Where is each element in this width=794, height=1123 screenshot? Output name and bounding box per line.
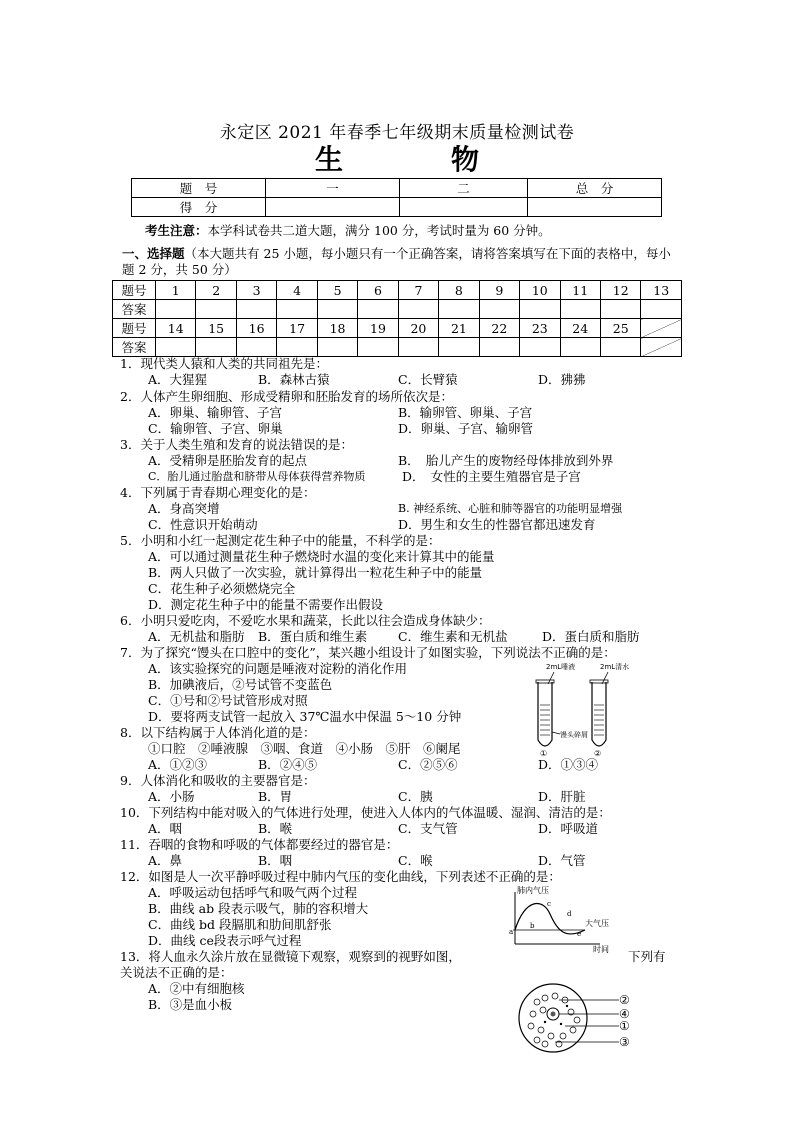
q7-opt-b: B．加碘液后，②号试管不变蓝色: [148, 677, 333, 692]
answer-qnum: 11: [560, 281, 600, 300]
answer-cell[interactable]: [236, 300, 276, 319]
pt-e: e: [577, 930, 582, 938]
tube-1: [538, 682, 552, 746]
answer-cell[interactable]: [358, 338, 398, 357]
q8-opt-a: A．①②③: [148, 757, 208, 772]
answer-qlabel: 题号: [113, 319, 156, 338]
answer-cell[interactable]: [479, 300, 519, 319]
answer-cell[interactable]: [156, 338, 196, 357]
q5-opt-b: B．两人只做了一次实验，就计算得出一粒花生种子中的能量: [148, 565, 483, 580]
answer-cell[interactable]: [560, 300, 600, 319]
answer-cell[interactable]: [196, 338, 236, 357]
score-header-1: 一: [266, 179, 400, 198]
section-heading: [122, 246, 682, 278]
answer-qnum: 18: [317, 319, 357, 338]
q13-opt-a: A．②中有细胞核: [148, 981, 245, 996]
answer-qnum: 17: [277, 319, 317, 338]
pt-d: d: [567, 910, 572, 918]
q1-opt-d: D．狒狒: [538, 372, 586, 387]
q13-stem-cont: 下列有: [628, 949, 666, 964]
q6-opt-d: D．蛋白质和脂肪: [542, 629, 640, 644]
score-header-qnum: 题 号: [132, 179, 266, 198]
answer-cell[interactable]: [236, 338, 276, 357]
answer-cell[interactable]: [520, 300, 560, 319]
q1-opt-a: A．大猩猩: [148, 372, 208, 387]
answer-cell[interactable]: [358, 300, 398, 319]
bread-label: 馒头碎屑: [560, 731, 588, 739]
answer-alabel: 答案: [113, 300, 156, 319]
subject-title: 生 物: [314, 143, 519, 176]
q1-opt-b: B．森林古猿: [258, 372, 330, 387]
answer-table: [112, 280, 682, 357]
q2-opt-b: B．输卵管、卵巢、子宫: [398, 405, 533, 420]
tube1-number: ①: [540, 749, 548, 758]
q12-stem: 12．如图是人一次平静呼吸过程中肺内气压的变化曲线，下列表述不正确的是：: [120, 869, 561, 884]
answer-cell[interactable]: [641, 300, 682, 319]
score-row-label: 得 分: [132, 198, 266, 217]
note-label: 考生注意：: [145, 223, 208, 238]
answer-qnum: 9: [479, 281, 519, 300]
q5-stem: 5．小明和小红一起测定花生种子中的能量，不科学的是：: [120, 533, 441, 548]
answer-cell[interactable]: [277, 300, 317, 319]
q8-opt-b: B．②④⑤: [258, 757, 318, 772]
pressure-curve: [515, 903, 585, 934]
q3-opt-b: B． 胎儿产生的废物经母体排放到外界: [398, 453, 614, 468]
score-header-total: 总 分: [528, 179, 662, 198]
q12-opt-d: D．曲线 ce段表示呼气过程: [148, 933, 302, 948]
fig13-label-1: ①: [619, 1019, 630, 1033]
q7-stem: 7．为了探究“馒头在口腔中的变化”，某兴趣小组设计了如图实验，下列说法不正确的是：: [120, 645, 616, 660]
q4-opt-b: B. 神经系统、心脏和肺等器官的功能明显增强: [398, 502, 623, 515]
q11-opt-a: A．鼻: [148, 853, 183, 868]
tube2-number: ②: [594, 749, 602, 758]
q2-opt-c: C．输卵管、子宫、卵巢: [148, 421, 283, 436]
q4-opt-a: A．身高突增: [148, 501, 220, 516]
q12-opt-b: B．曲线 ab 段表示吸气，肺的容积增大: [148, 901, 369, 916]
q6-opt-a: A．无机盐和脂肪: [148, 629, 245, 644]
answer-qnum: 22: [479, 319, 519, 338]
q9-opt-d: D．肝脏: [538, 789, 586, 804]
answer-cell[interactable]: [398, 338, 438, 357]
exam-note: [145, 221, 551, 239]
q7-opt-d: D．要将两支试管一起放入 37℃温水中保温 5～10 分钟: [148, 709, 462, 724]
q10-opt-a: A．咽: [148, 821, 183, 836]
q5-opt-d: D．测定花生种子中的能量不需要作出假设: [148, 597, 384, 612]
q7-opt-c: C．①号和②号试管形成对照: [148, 693, 308, 708]
fig12-xlabel: 时间: [593, 945, 609, 954]
pt-a: a: [509, 928, 514, 936]
q13-stem-line2: 关说法不正确的是：: [120, 965, 233, 980]
answer-qnum: 2: [196, 281, 236, 300]
q8-stem: 8．以下结构属于人体消化道的是：: [120, 725, 316, 740]
q8-opt-d: D．①③④: [538, 757, 599, 772]
answer-qnum: 24: [560, 319, 600, 338]
q13-stem: 13．将人血永久涂片放在显微镜下观察，观察到的视野如图，: [120, 949, 461, 964]
answer-qnum: 10: [520, 281, 560, 300]
answer-qnum: 3: [236, 281, 276, 300]
answer-qnum: 5: [317, 281, 357, 300]
answer-qnum: 1: [156, 281, 196, 300]
answer-cell[interactable]: [439, 300, 479, 319]
q9-opt-c: C．胰: [398, 789, 433, 804]
exam-title: 永定区 2021 年春季七年级期末质量检测试卷: [219, 123, 575, 143]
answer-cell[interactable]: [317, 300, 357, 319]
answer-qnum: 7: [398, 281, 438, 300]
note-text: 本学科试卷共二道大题，满分 100 分，考试时量为 60 分钟。: [207, 223, 551, 238]
answer-cell[interactable]: [398, 300, 438, 319]
fig13-label-4: ④: [619, 1007, 630, 1021]
q6-opt-c: C．维生素和无机盐: [398, 629, 508, 644]
answer-cell[interactable]: [600, 338, 640, 357]
pressure-curve-figure: [505, 884, 625, 954]
test-tube-figure: [528, 660, 638, 758]
pt-b: b: [530, 922, 535, 930]
q1-stem: 1．现代类人猿和人类的共同祖先是：: [120, 356, 328, 371]
q10-stem: 10．下列结构中能对吸入的气体进行处理，使进入人体内的气体温暖、湿润、清洁的是：: [120, 805, 611, 820]
score-cell[interactable]: [400, 198, 528, 217]
answer-qnum: 8: [439, 281, 479, 300]
fig12-ylabel: 肺内气压: [517, 886, 549, 895]
q9-stem: 9．人体消化和吸收的主要器官是：: [120, 773, 316, 788]
score-header-2: 二: [400, 179, 528, 198]
empty-slash-cell: [641, 319, 682, 338]
q13-opt-b: B．③是血小板: [148, 997, 233, 1012]
fig13-label-3: ③: [619, 1035, 630, 1049]
q12-opt-a: A．呼吸运动包括呼气和吸气两个过程: [148, 885, 358, 900]
answer-qnum: 20: [398, 319, 438, 338]
q2-opt-d: D．卵巢、子宫、输卵管: [398, 421, 534, 436]
q8-opt-c: C．②⑤⑥: [398, 757, 458, 772]
answer-qnum: 14: [156, 319, 196, 338]
answer-cell[interactable]: [277, 338, 317, 357]
q4-opt-c: C．性意识开始萌动: [148, 517, 258, 532]
answer-qnum: 19: [358, 319, 398, 338]
empty-slash-cell: [641, 338, 682, 357]
answer-cell[interactable]: [317, 338, 357, 357]
answer-cell[interactable]: [439, 338, 479, 357]
answer-qnum: 23: [520, 319, 560, 338]
answer-alabel: 答案: [113, 338, 156, 357]
q8-items: ①口腔 ②唾液腺 ③咽、食道 ④小肠 ⑤肝 ⑥阑尾: [148, 741, 461, 756]
q11-opt-c: C．喉: [398, 853, 433, 868]
score-table: [131, 178, 662, 217]
answer-qnum: 6: [358, 281, 398, 300]
answer-cell[interactable]: [196, 300, 236, 319]
q10-opt-d: D．呼吸道: [538, 821, 599, 836]
answer-cell[interactable]: [479, 338, 519, 357]
answer-qnum: 15: [196, 319, 236, 338]
q4-stem: 4．下列属于青春期心理变化的是：: [120, 485, 316, 500]
q11-opt-d: D．气管: [538, 853, 586, 868]
q7-opt-a: A．该实验探究的问题是唾液对淀粉的消化作用: [148, 661, 408, 676]
answer-qnum: 25: [600, 319, 640, 338]
answer-cell[interactable]: [560, 338, 600, 357]
q3-opt-a: A．受精卵是胚胎发育的起点: [148, 453, 308, 468]
answer-qnum: 13: [641, 281, 682, 300]
fig13-label-2: ②: [619, 993, 630, 1007]
tube-2: [592, 682, 606, 746]
q2-stem: 2．人体产生卵细胞、形成受精卵和胚胎发育的场所依次是：: [120, 389, 453, 404]
q11-opt-b: B．咽: [258, 853, 293, 868]
q4-opt-d: D．男生和女生的性器官都迅速发育: [398, 517, 596, 532]
answer-cell[interactable]: [600, 300, 640, 319]
q3-opt-c: C．胎儿通过胎盘和脐带从母体获得营养物质: [148, 470, 366, 483]
fig12-atm: 大气压: [585, 919, 609, 928]
tube1-label: 2mL唾液: [546, 663, 576, 671]
score-cell[interactable]: [266, 198, 400, 217]
q5-opt-c: C．花生种子必须燃烧完全: [148, 581, 296, 596]
pt-c: c: [547, 900, 551, 908]
q9-opt-b: B．胃: [258, 789, 293, 804]
blood-smear-figure: [515, 980, 635, 1060]
q10-opt-b: B．喉: [258, 821, 293, 836]
q9-opt-a: A．小肠: [148, 789, 195, 804]
q6-stem: 6．小明只爱吃肉，不爱吃水果和蔬菜，长此以往会造成身体缺少：: [120, 613, 491, 628]
q2-opt-a: A．卵巢、输卵管、子宫: [148, 405, 283, 420]
answer-cell[interactable]: [156, 300, 196, 319]
section-desc: （本大题共有 25 小题，每小题只有一个正确答案，请将答案填写在下面的表格中，每小题 2 分，共 50 分）: [122, 246, 671, 277]
q10-opt-c: C．支气管: [398, 821, 458, 836]
q3-stem: 3．关于人类生殖和发育的说法错误的是：: [120, 437, 353, 452]
score-cell[interactable]: [528, 198, 662, 217]
tube2-label: 2mL清水: [600, 663, 630, 671]
q12-opt-c: C．曲线 bd 段膈肌和肋间肌舒张: [148, 917, 332, 932]
section-label: 一、选择题: [122, 246, 185, 261]
answer-qlabel: 题号: [113, 281, 156, 300]
q6-opt-b: B．蛋白质和维生素: [258, 629, 368, 644]
answer-qnum: 12: [600, 281, 640, 300]
q1-opt-c: C．长臂猿: [398, 372, 458, 387]
answer-qnum: 4: [277, 281, 317, 300]
answer-qnum: 16: [236, 319, 276, 338]
answer-qnum: 21: [439, 319, 479, 338]
q3-opt-d: D． 女性的主要生殖器官是子宫: [402, 469, 581, 484]
q5-opt-a: A．可以通过测量花生种子燃烧时水温的变化来计算其中的能量: [148, 549, 495, 564]
q11-stem: 11．吞咽的食物和呼吸的气体都要经过的器官是：: [120, 837, 399, 852]
answer-cell[interactable]: [520, 338, 560, 357]
